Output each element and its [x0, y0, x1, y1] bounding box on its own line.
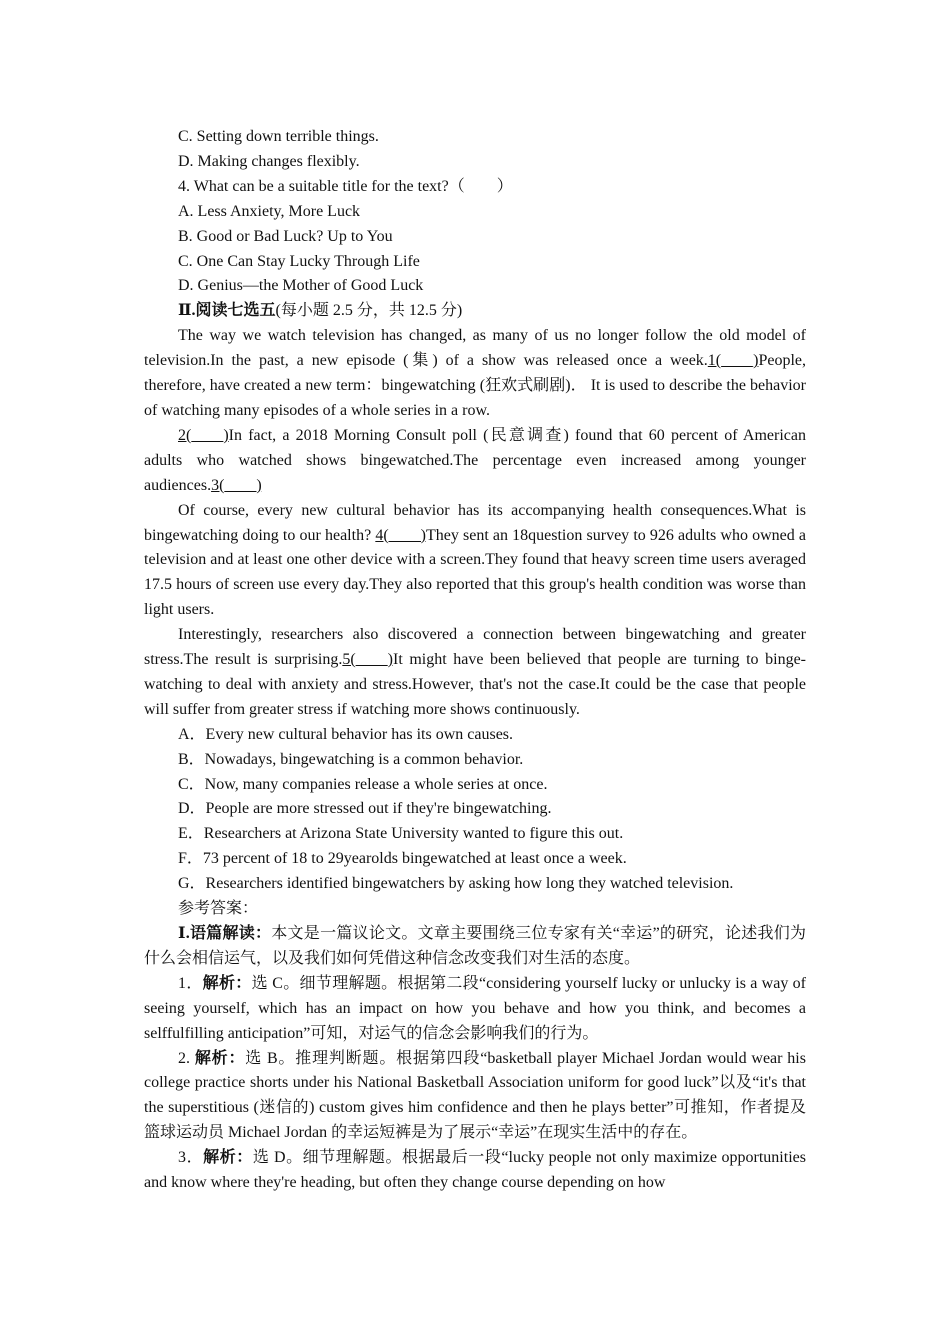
q4-option-d: D. Genius—the Mother of Good Luck — [178, 277, 424, 295]
option-g: G．Researchers identified bingewatchers by asking how long they watched television. — [178, 875, 734, 893]
passage-text: Interestingly, researchers also discovered a connection between bingewatching and greater stress.The result is surprising. — [144, 626, 806, 669]
answer-text: 选 B。推理判断题。根据第四段“basketball player Michael Jordan would wear his college practice shorts under his National Basketball Association uniform for good luck”以及“it's that the superstitious (迷信的) custom gives him confidence and then he plays better”可推知，作者提及篮球运动员 Michael Jordan 的幸运短裤是为了展示“幸运”在现实生活中的存在。 — [144, 1049, 806, 1142]
blank-2: 2(____) — [178, 426, 229, 444]
intro-text: 本文是一篇议论文。文章主要围绕三位专家有关“幸运”的研究，论述我们为什么会相信运气，以及我们如何凭借这种信念改变我们对生活的态度。 — [144, 925, 806, 967]
blank-1: 1(____) — [707, 352, 759, 370]
passage-paragraph-1 — [144, 324, 806, 424]
passage-text: Of course, every new cultural behavior has its accompanying health consequences.What is bingewatching doing to our health? — [144, 501, 806, 544]
option-b: B．Nowadays, bingewatching is a common behavior. — [178, 750, 524, 768]
answers-title: 参考答案： — [178, 900, 259, 918]
answer-3 — [144, 1146, 806, 1196]
option-e: E．Researchers at Arizona State University wanted to figure this out. — [178, 825, 624, 843]
answer-1 — [144, 972, 806, 1047]
q4-stem: 4. What can be a suitable title for the text?（ ） — [178, 177, 513, 195]
passage-text: The way we watch television has changed, as many of us no longer follow the old model of television.In the past, a new episode (集) of a show was released once a week. — [144, 327, 806, 370]
answer-2 — [144, 1047, 806, 1147]
section2-heading — [144, 299, 806, 324]
answer-number: 2. — [178, 1049, 195, 1067]
option-c: C．Now, many companies release a whole series at once. — [178, 775, 548, 793]
section2-scoring: (每小题 2.5 分，共 12.5 分) — [275, 302, 463, 320]
answer-number: 3． — [178, 1149, 204, 1167]
document-page — [144, 125, 806, 1196]
option-f: F．73 percent of 18 to 29yearolds bingewatched at least once a week. — [178, 850, 627, 868]
passage-paragraph-2 — [144, 424, 806, 499]
analysis-label: 解析： — [194, 1049, 246, 1067]
section2-title: Ⅱ.阅读七选五 — [178, 302, 276, 320]
analysis-label: 解析： — [202, 974, 252, 992]
blank-3: 3(____) — [211, 476, 262, 494]
q4-option-a: A. Less Anxiety, More Luck — [178, 202, 361, 220]
answer-number: 1． — [178, 974, 203, 992]
passage-text: It might have been believed that people are turning to binge-watching to deal with anxiety and stress.However, that's not the case.It could be the case that people will suffer from greater stress if watching more shows continuously. — [144, 651, 806, 718]
passage-paragraph-3 — [144, 499, 806, 624]
intro-label: Ⅰ.语篇解读： — [178, 925, 272, 942]
analysis-label: 解析： — [203, 1149, 253, 1167]
answer-text: 选 D。细节理解题。根据最后一段“lucky people not only maximize opportunities and know where they're heading, but often they change course depending on how — [144, 1149, 806, 1192]
passage-paragraph-4 — [144, 623, 806, 723]
option-a: A．Every new cultural behavior has its own causes. — [178, 725, 514, 743]
q4-option-c: C. One Can Stay Lucky Through Life — [178, 252, 420, 270]
passage-text: People, therefore, have created a new term：bingewatching (狂欢式刷剧)． It is used to describe the behavior of watching many episodes of a whole series in a row. — [144, 352, 806, 419]
blank-4: 4(____) — [375, 526, 426, 544]
option-d: D．People are more stressed out if they're bingewatching. — [178, 800, 552, 818]
passage-text: They sent an 18question survey to 926 adults who owned a television and at least one other device with a screen.They found that heavy screen time users averaged 17.5 hours of screen use every day.They also reported that this group's health condition was worse than light users. — [144, 526, 807, 619]
q4-option-b: B. Good or Bad Luck? Up to You — [178, 227, 393, 245]
q3-option-d: D. Making changes flexibly. — [178, 152, 360, 170]
q3-option-c: C. Setting down terrible things. — [178, 128, 379, 145]
passage-text: In fact, a 2018 Morning Consult poll (民意调查) found that 60 percent of American adults who watched shows bingewatched.The percentage even increased among younger audiences. — [144, 426, 806, 494]
answer-text: 选 C。细节理解题。根据第二段“considering yourself lucky or unlucky is a way of seeing yourself, which has an impact on how you behave and how you think, and becomes a selffulfilling anticipation”可知，对运气的信念会影响我们的行为。 — [144, 974, 806, 1042]
blank-5: 5(____) — [342, 651, 393, 669]
answers-intro — [144, 922, 806, 972]
